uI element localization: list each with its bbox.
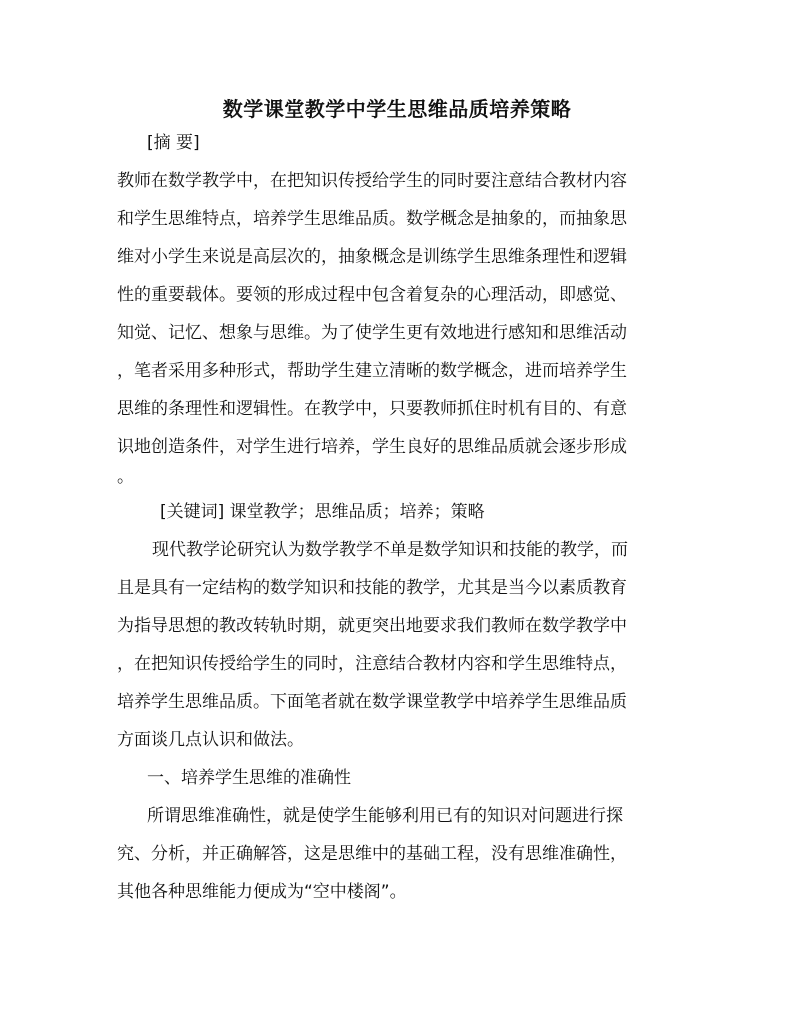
keywords-line: [关键词] 课堂教学；思维品质；培养；策略	[160, 502, 485, 522]
abstract-label: [摘 要]	[147, 133, 200, 153]
abstract-line-2: 和学生思维特点，培养学生思维品质。数学概念是抽象的，而抽象思	[117, 209, 627, 229]
section-1-heading: 一、培养学生思维的准确性	[147, 768, 351, 788]
section-1-line-1: 所谓思维准确性，就是使学生能够利用已有的知识对问题进行探	[147, 806, 623, 826]
section-1-line-3: 其他各种思维能力便成为“空中楼阁”。	[117, 882, 407, 902]
abstract-line-6: ，笔者采用多种形式，帮助学生建立清晰的数学概念，进而培养学生	[117, 361, 627, 381]
abstract-line-8: 识地创造条件，对学生进行培养，学生良好的思维品质就会逐步形成	[117, 437, 627, 457]
abstract-line-7: 思维的条理性和逻辑性。在教学中，只要教师抓住时机有目的、有意	[117, 399, 627, 419]
abstract-line-9: 。	[117, 467, 134, 487]
intro-line-3: 为指导思想的教改转轨时期，就更突出地要求我们教师在数学教学中	[117, 616, 627, 636]
abstract-line-4: 性的重要载体。要领的形成过程中包含着复杂的心理活动，即感觉、	[117, 285, 627, 305]
section-1-line-2: 究、分析，并正确解答，这是思维中的基础工程，没有思维准确性，	[117, 844, 627, 864]
intro-line-4: ，在把知识传授给学生的同时，注意结合教材内容和学生思维特点，	[117, 654, 627, 674]
abstract-line-1: 教师在数学教学中，在把知识传授给学生的同时要注意结合教材内容	[117, 171, 627, 191]
abstract-line-3: 维对小学生来说是高层次的，抽象概念是训练学生思维条理性和逻辑	[117, 247, 627, 267]
intro-line-1: 现代教学论研究认为数学教学不单是数学知识和技能的教学，而	[152, 540, 628, 560]
intro-line-5: 培养学生思维品质。下面笔者就在数学课堂教学中培养学生思维品质	[117, 692, 627, 712]
abstract-line-5: 知觉、记忆、想象与思维。为了使学生更有效地进行感知和思维活动	[117, 323, 627, 343]
intro-line-2: 且是具有一定结构的数学知识和技能的教学，尤其是当今以素质教育	[117, 578, 627, 598]
document-title: 数学课堂教学中学生思维品质培养策略	[222, 97, 572, 121]
intro-line-6: 方面谈几点认识和做法。	[117, 730, 304, 750]
